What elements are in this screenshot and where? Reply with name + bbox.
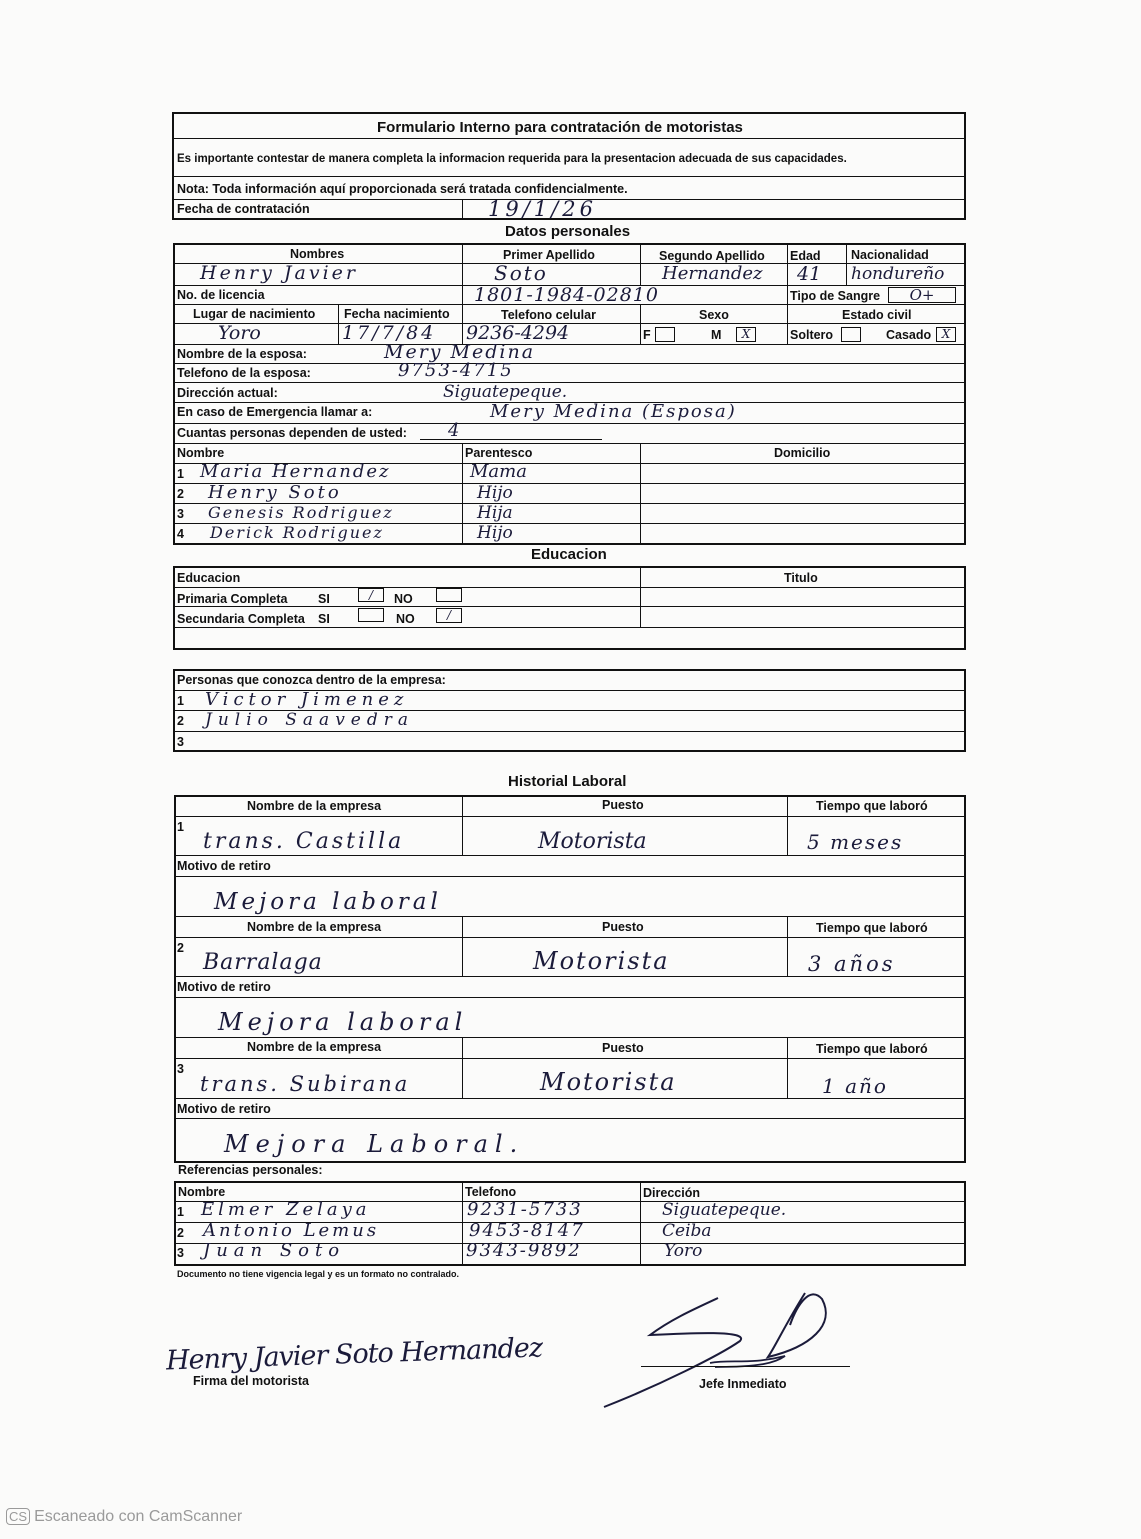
title-header: Titulo xyxy=(784,571,818,585)
age-header: Edad xyxy=(790,249,821,263)
job-position: Motorista xyxy=(533,947,670,975)
dependents-relation-header: Parentesco xyxy=(465,446,533,460)
dependents-count-value: 4 xyxy=(448,420,460,441)
emergency-value: Mery Medina (Esposa) xyxy=(490,401,737,422)
second-surname-header: Segundo Apellido xyxy=(659,249,765,263)
sex-m-label: M xyxy=(711,328,722,342)
civil-status-header: Estado civil xyxy=(842,308,912,322)
dependent-row-number: 4 xyxy=(177,527,184,541)
wife-name-label: Nombre de la esposa: xyxy=(177,347,307,361)
dependent-name: Derick Rodriguez xyxy=(210,523,384,542)
ref-phone: 9453-8147 xyxy=(469,1220,585,1241)
first-surname-header: Primer Apellido xyxy=(503,248,595,262)
ref-name: Antonio Lemus xyxy=(203,1220,380,1241)
boss-signature-mark xyxy=(600,1275,860,1420)
ref-row-number: 2 xyxy=(177,1226,184,1240)
dependent-relation: Hijo xyxy=(477,483,513,503)
dependents-count-label: Cuantas personas dependen de usted: xyxy=(177,426,407,440)
dependent-name: Genesis Rodriguez xyxy=(208,503,394,522)
birthdate-value: 17/7/84 xyxy=(342,322,437,344)
acquaintance-row-number: 2 xyxy=(177,714,184,728)
birthdate-header: Fecha nacimiento xyxy=(344,307,450,321)
married-label: Casado xyxy=(886,328,932,342)
position-header: Puesto xyxy=(602,920,644,934)
job-reason: Mejora Laboral. xyxy=(224,1130,525,1158)
disclaimer: Documento no tiene vigencia legal y es un formato no contralado. xyxy=(177,1269,460,1279)
reason-label: Motivo de retiro xyxy=(177,1102,271,1116)
company-header: Nombre de la empresa xyxy=(247,920,382,934)
camscanner-icon: CS xyxy=(6,1508,30,1525)
time-header: Tiempo que laboró xyxy=(816,799,928,813)
job-time: 5 meses xyxy=(807,830,904,854)
driver-signature: Henry Javier Soto Hernandez xyxy=(165,1332,543,1377)
job-row-number: 1 xyxy=(177,820,184,834)
ref-address: Ceiba xyxy=(662,1221,712,1241)
secondary-si-label: SI xyxy=(318,612,330,626)
acquaintance-name: Julio Saavedra xyxy=(205,710,415,730)
primary-label: Primaria Completa xyxy=(177,592,288,606)
dependent-row-number: 3 xyxy=(177,507,184,521)
job-reason: Mejora laboral xyxy=(214,889,442,915)
driver-signature-label: Firma del motorista xyxy=(193,1374,309,1388)
birthplace-header: Lugar de nacimiento xyxy=(193,307,316,321)
wife-phone-value: 9753-4715 xyxy=(398,360,514,381)
names-value: Henry Javier xyxy=(200,262,358,284)
acquaintance-name: Victor Jimenez xyxy=(205,689,409,710)
ref-row-number: 1 xyxy=(177,1205,184,1219)
ref-phone-header: Telefono xyxy=(465,1185,517,1199)
scanner-watermark xyxy=(6,1508,242,1526)
sex-f-checkbox[interactable] xyxy=(655,327,675,342)
primary-no-label: NO xyxy=(394,592,413,606)
secondary-no-label: NO xyxy=(396,612,415,626)
address-value: Siguatepeque. xyxy=(443,382,568,402)
time-header: Tiempo que laboró xyxy=(816,921,928,935)
personal-section-title: Datos personales xyxy=(505,223,631,240)
blood-type-label: Tipo de Sangre xyxy=(790,289,881,303)
single-label: Soltero xyxy=(790,328,834,342)
hire-date-label: Fecha de contratación xyxy=(177,202,310,216)
job-time: 1 año xyxy=(822,1074,888,1098)
reason-label: Motivo de retiro xyxy=(177,980,271,994)
ref-name: Juan Soto xyxy=(203,1240,346,1261)
sex-header: Sexo xyxy=(699,308,729,322)
form-intro: Es importante contestar de manera completa la informacion requerida para la presentacion adecuada de sus capacidades. xyxy=(177,153,847,165)
work-history-section-title: Historial Laboral xyxy=(508,773,627,790)
dependent-name: Henry Soto xyxy=(208,482,342,503)
dependents-name-header: Nombre xyxy=(177,446,225,460)
time-header: Tiempo que laboró xyxy=(816,1042,928,1056)
names-header: Nombres xyxy=(290,247,345,261)
wife-phone-label: Telefono de la esposa: xyxy=(177,366,311,380)
secondary-label: Secundaria Completa xyxy=(177,612,305,626)
blood-type-box: O+ xyxy=(888,287,956,303)
nationality-value: hondureño xyxy=(851,264,945,284)
company-header: Nombre de la empresa xyxy=(247,799,382,813)
age-value: 41 xyxy=(797,263,822,285)
ref-address: Siguatepeque. xyxy=(662,1200,787,1220)
education-table xyxy=(173,566,966,650)
married-checkbox[interactable]: X xyxy=(936,327,956,342)
ref-address: Yoro xyxy=(664,1241,703,1261)
company-header: Nombre de la empresa xyxy=(247,1040,382,1054)
job-time: 3 años xyxy=(808,952,896,976)
primary-no-checkbox[interactable] xyxy=(436,588,462,602)
phone-value: 9236-4294 xyxy=(466,322,570,344)
job-company: trans. Castilla xyxy=(203,829,405,854)
nationality-header: Nacionalidad xyxy=(851,248,929,262)
dependent-relation: Hija xyxy=(477,503,513,523)
sex-m-checkbox[interactable]: X xyxy=(736,327,756,342)
ref-name-header: Nombre xyxy=(178,1185,226,1199)
hire-date-value: 19/1/26 xyxy=(488,197,597,221)
acquaintance-row-number: 1 xyxy=(177,694,184,708)
birthplace-value: Yoro xyxy=(218,322,261,344)
dependent-relation: Hijo xyxy=(477,523,513,543)
boss-signature-label: Jefe Inmediato xyxy=(699,1377,787,1391)
dependent-name: Maria Hernandez xyxy=(200,461,391,482)
boss-signature-line xyxy=(641,1366,850,1367)
position-header: Puesto xyxy=(602,1041,644,1055)
reason-label: Motivo de retiro xyxy=(177,859,271,873)
dependent-row-number: 2 xyxy=(177,487,184,501)
ref-name: Elmer Zelaya xyxy=(201,1199,371,1220)
single-checkbox[interactable] xyxy=(841,327,861,342)
acquaintance-row-number: 3 xyxy=(177,735,184,749)
secondary-si-checkbox[interactable] xyxy=(358,608,384,622)
license-label: No. de licencia xyxy=(177,288,265,302)
wife-name-value: Mery Medina xyxy=(384,341,536,363)
primary-si-checkbox[interactable]: / xyxy=(358,588,384,602)
address-label: Dirección actual: xyxy=(177,386,278,400)
emergency-label: En caso de Emergencia llamar a: xyxy=(177,405,373,419)
phone-header: Telefono celular xyxy=(501,308,596,322)
ref-phone: 9343-9892 xyxy=(466,1240,582,1261)
job-company: trans. Subirana xyxy=(200,1072,411,1096)
ref-address-header: Dirección xyxy=(643,1186,700,1200)
job-position: Motorista xyxy=(540,1068,677,1096)
sex-f-label: F xyxy=(643,328,651,342)
education-section-title: Educacion xyxy=(531,546,607,563)
scanner-text: Escaneado con CamScanner xyxy=(34,1508,243,1525)
education-header: Educacion xyxy=(177,571,241,585)
secondary-no-checkbox[interactable]: / xyxy=(436,608,462,623)
form-title: Formulario Interno para contratación de motoristas xyxy=(377,119,743,136)
dependent-row-number: 1 xyxy=(177,467,184,481)
references-label: Referencias personales: xyxy=(178,1163,323,1177)
acquaintances-label: Personas que conozca dentro de la empresa: xyxy=(177,673,446,687)
job-reason: Mejora laboral xyxy=(218,1008,468,1036)
license-value: 1801-1984-02810 xyxy=(474,284,659,306)
job-position: Motorista xyxy=(538,829,647,854)
dependent-relation: Mama xyxy=(470,461,527,482)
first-surname-value: Soto xyxy=(494,261,548,285)
primary-si-label: SI xyxy=(318,592,330,606)
position-header: Puesto xyxy=(602,798,644,812)
job-row-number: 3 xyxy=(177,1062,184,1076)
job-company: Barralaga xyxy=(203,950,323,975)
dependents-address-header: Domicilio xyxy=(774,446,831,460)
ref-phone: 9231-5733 xyxy=(467,1199,583,1220)
second-surname-value: Hernandez xyxy=(662,263,763,284)
ref-row-number: 3 xyxy=(177,1246,184,1260)
form-note: Nota: Toda información aquí proporcionada será tratada confidencialmente. xyxy=(177,182,628,196)
job-row-number: 2 xyxy=(177,941,184,955)
